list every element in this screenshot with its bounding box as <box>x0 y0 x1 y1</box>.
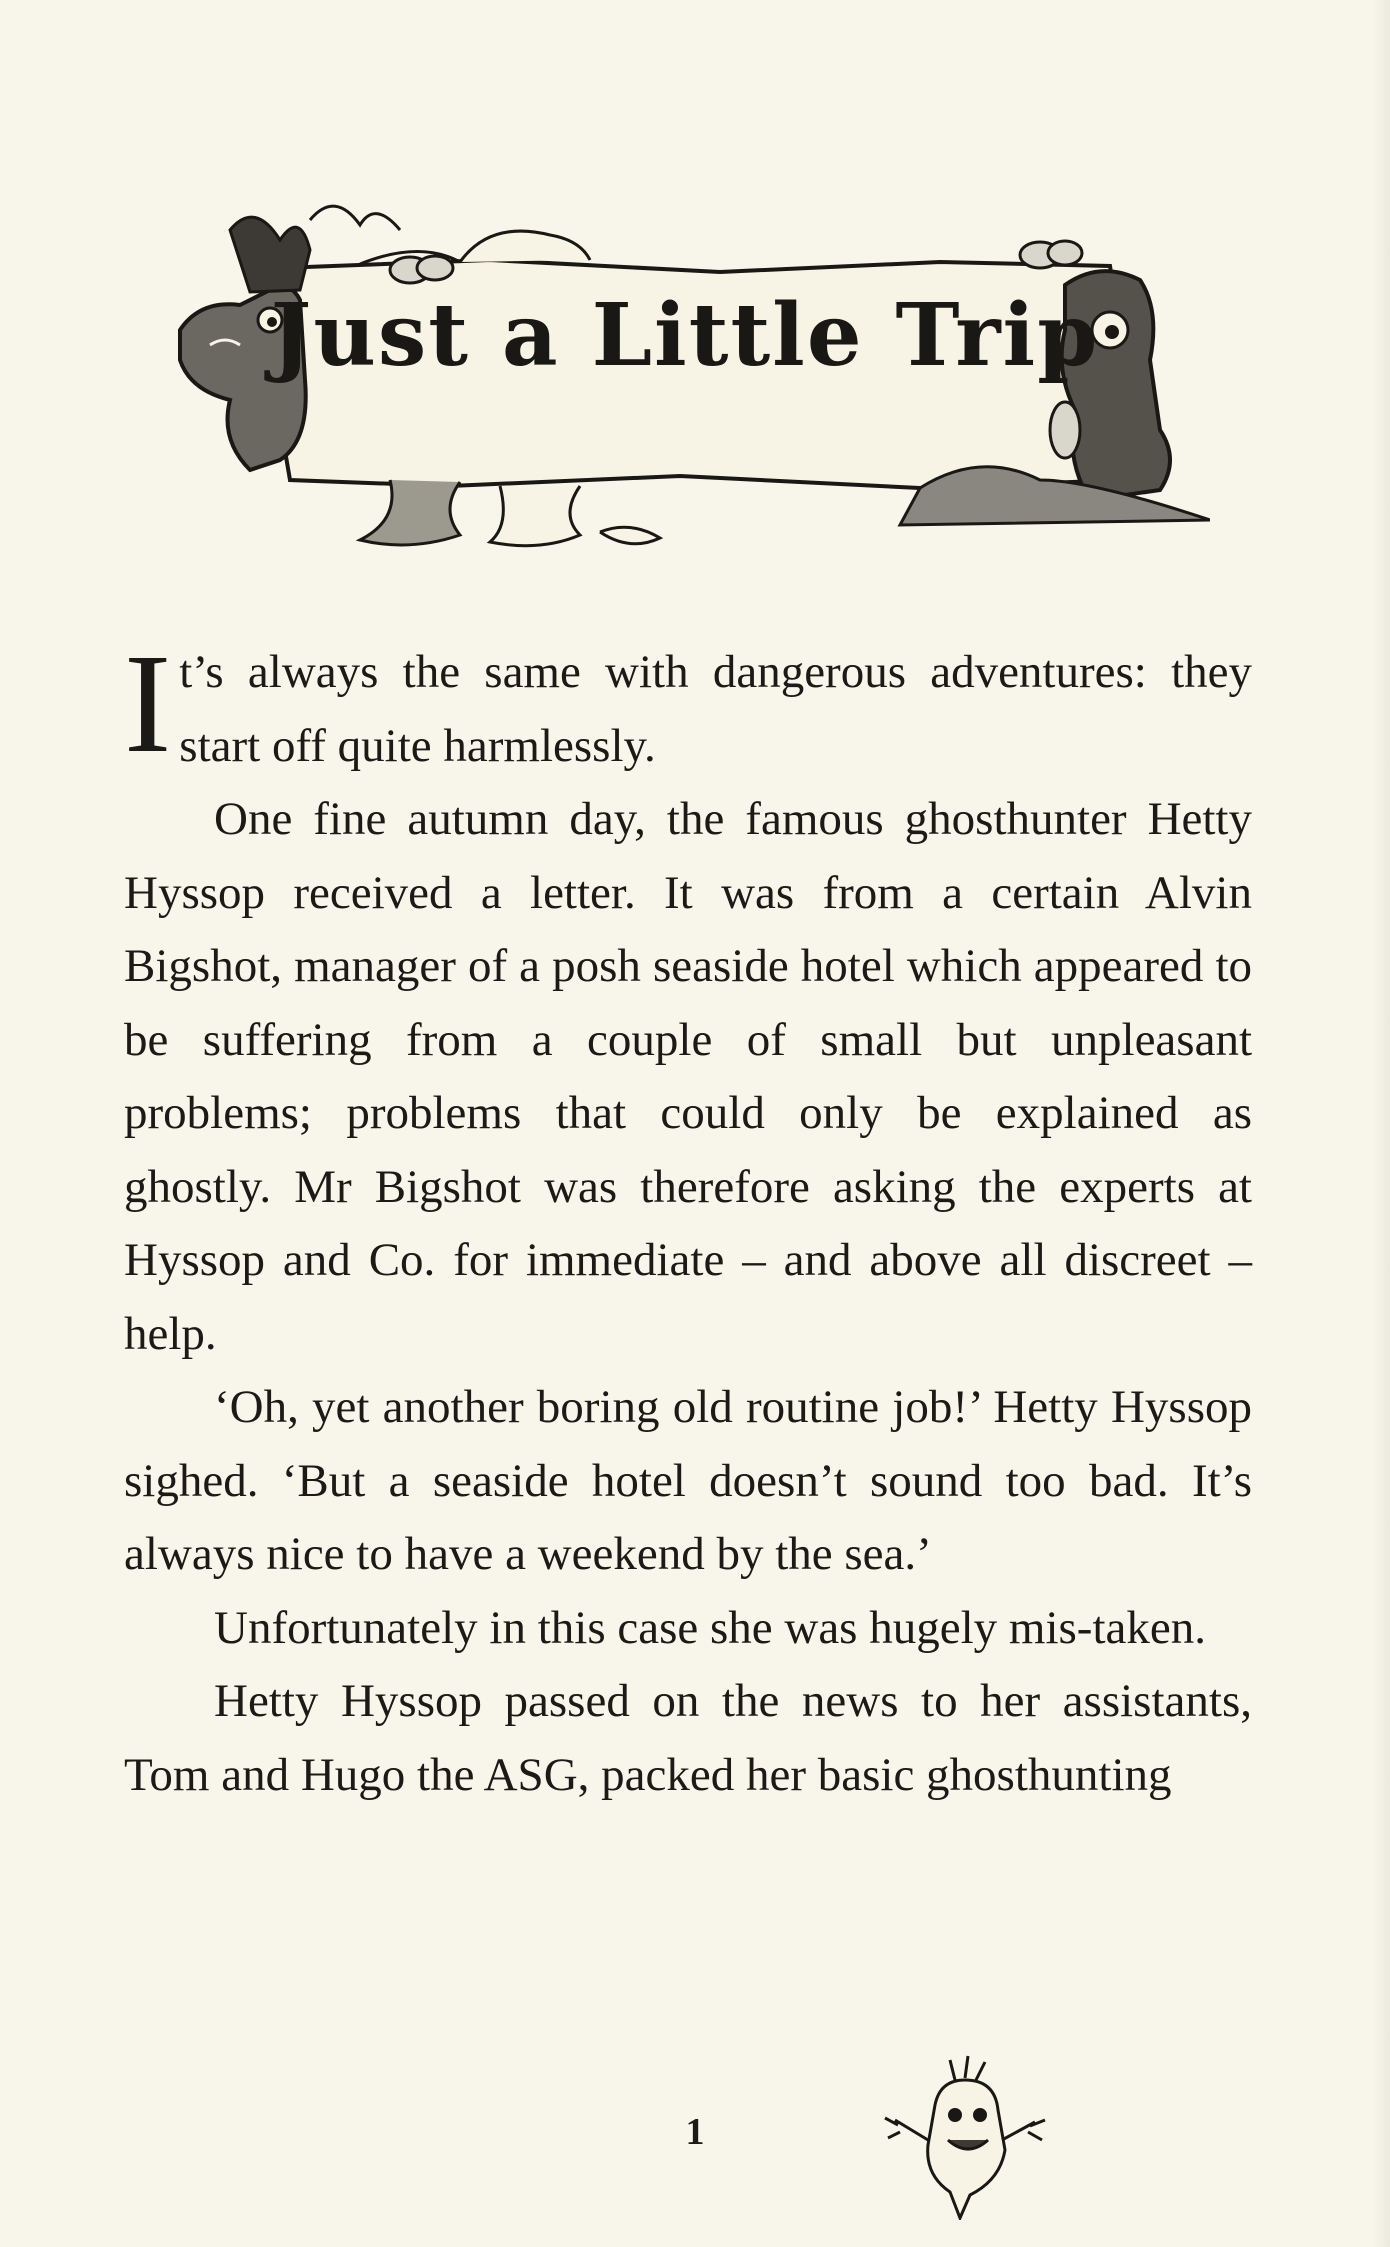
drop-cap: I <box>124 624 172 782</box>
ghost-icon <box>880 2050 1050 2220</box>
paragraph <box>124 624 1252 783</box>
chapter-title: Just a Little Trip <box>270 285 1100 386</box>
paragraph: ‘Oh, yet another boring old routine job!’ Hetty Hyssop sighed. ‘But a seaside hotel doesn’t sound too bad. It’s always nice to have a weekend by the sea.’ <box>124 1381 1252 1580</box>
page-number: 1 <box>685 2111 705 2153</box>
paragraph: Unfortunately in this case she was hugely mis-taken. <box>214 1601 1206 1654</box>
paragraph: One fine autumn day, the famous ghosthunter Hetty Hyssop received a letter. It was from a certain Alvin Bigshot, manager of a posh seaside hotel which appeared to be suffering from a couple of small but unpleasant problems; problems that could only be explained as ghostly. Mr Bigshot was therefore asking the experts at Hyssop and Co. for immediate – and above all discreet – help. <box>124 793 1252 1360</box>
page-edge-shading <box>1372 0 1390 2247</box>
paragraph-text: t’s always the same with dangerous adventures: they start off quite harmlessly. <box>179 646 1252 772</box>
chapter-banner <box>160 180 1210 560</box>
chapter-body <box>124 624 1252 1812</box>
ghost-illustration <box>880 2050 1050 2220</box>
paragraph: Hetty Hyssop passed on the news to her assistants, Tom and Hugo the ASG, packed her basic ghosthunting <box>124 1675 1252 1801</box>
